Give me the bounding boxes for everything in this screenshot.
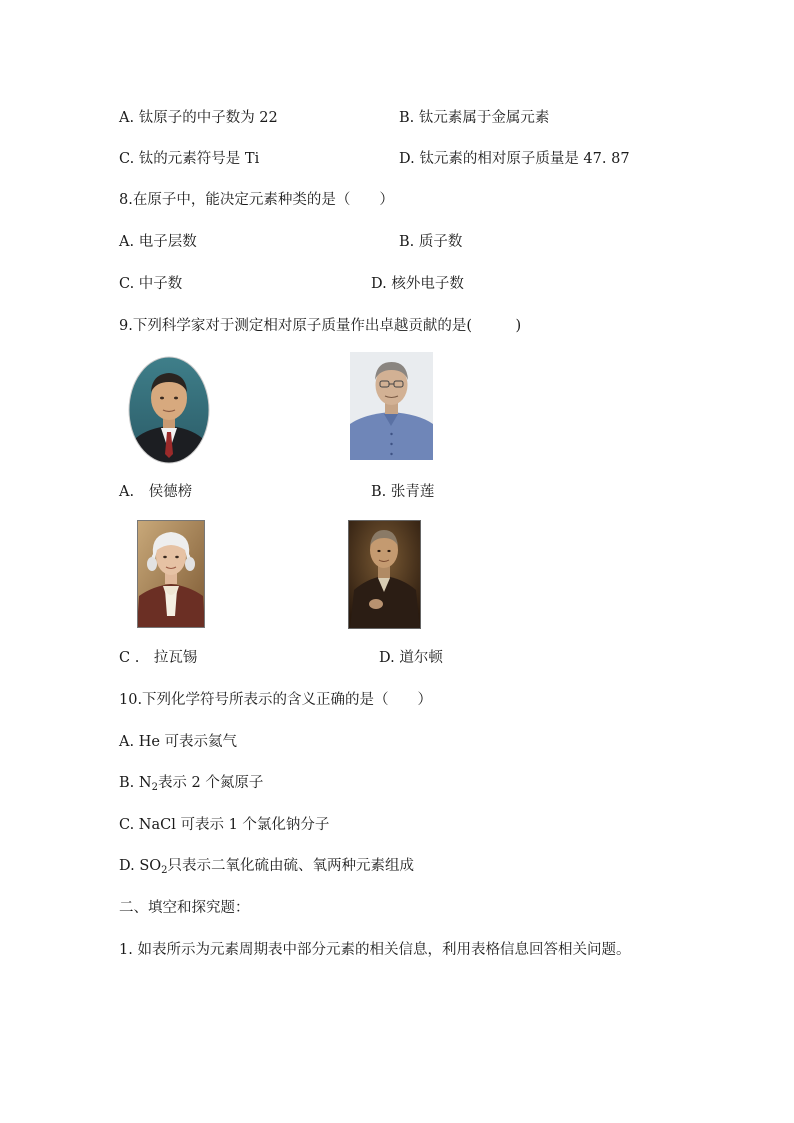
- q10-option-b: [119, 773, 263, 793]
- q10-option-b-prefix: B. N: [119, 775, 152, 791]
- q7-option-b: B. 钛元素属于金属元素: [399, 110, 550, 126]
- section2-q1-stem: 1. 如表所示为元素周期表中部分元素的相关信息，利用表格信息回答相关问题。: [119, 942, 631, 958]
- q7-option-d: D. 钛元素的相对原子质量是 47. 87: [399, 151, 630, 167]
- q9-option-d: D. 道尔顿: [379, 650, 443, 666]
- q9-option-a: A. 侯德榜: [119, 484, 193, 500]
- q10-option-a: A. He 可表示氦气: [119, 734, 238, 750]
- q8-option-b: B. 质子数: [399, 234, 463, 250]
- q8-stem: 8.在原子中，能决定元素种类的是（ ）: [119, 192, 394, 208]
- q8-option-d: D. 核外电子数: [371, 276, 464, 292]
- portrait-c-image: [137, 520, 205, 628]
- q10-option-d: [119, 856, 414, 876]
- q10-option-b-text: 表示 2 个氮原子: [157, 775, 264, 791]
- q7-option-a: A. 钛原子的中子数为 22: [119, 110, 278, 126]
- q10-option-d-subscript: 2: [161, 865, 168, 876]
- q10-option-d-text: 只表示二氧化硫由硫、氧两种元素组成: [167, 858, 415, 874]
- q8-option-c: C. 中子数: [119, 276, 183, 292]
- portrait-d-image: [348, 520, 421, 629]
- q8-option-a: A. 电子层数: [119, 234, 197, 250]
- q10-option-b-subscript: 2: [151, 782, 158, 793]
- q10-stem: 10.下列化学符号所表示的含义正确的是（ ）: [119, 692, 433, 708]
- q10-option-c: C. NaCl 可表示 1 个氯化钠分子: [119, 817, 330, 833]
- section2-title: 二、填空和探究题：: [119, 900, 250, 916]
- portrait-b-image: [350, 352, 433, 460]
- q9-stem: 9.下列科学家对于测定相对原子质量作出卓越贡献的是( ): [119, 318, 522, 334]
- q10-option-d-prefix: D. SO: [119, 858, 162, 874]
- q9-option-c: C . 拉瓦锡: [119, 650, 198, 666]
- q9-option-b: B. 张青莲: [371, 484, 435, 500]
- portrait-a-image: [128, 356, 210, 464]
- q7-option-c: C. 钛的元素符号是 Ti: [119, 151, 260, 167]
